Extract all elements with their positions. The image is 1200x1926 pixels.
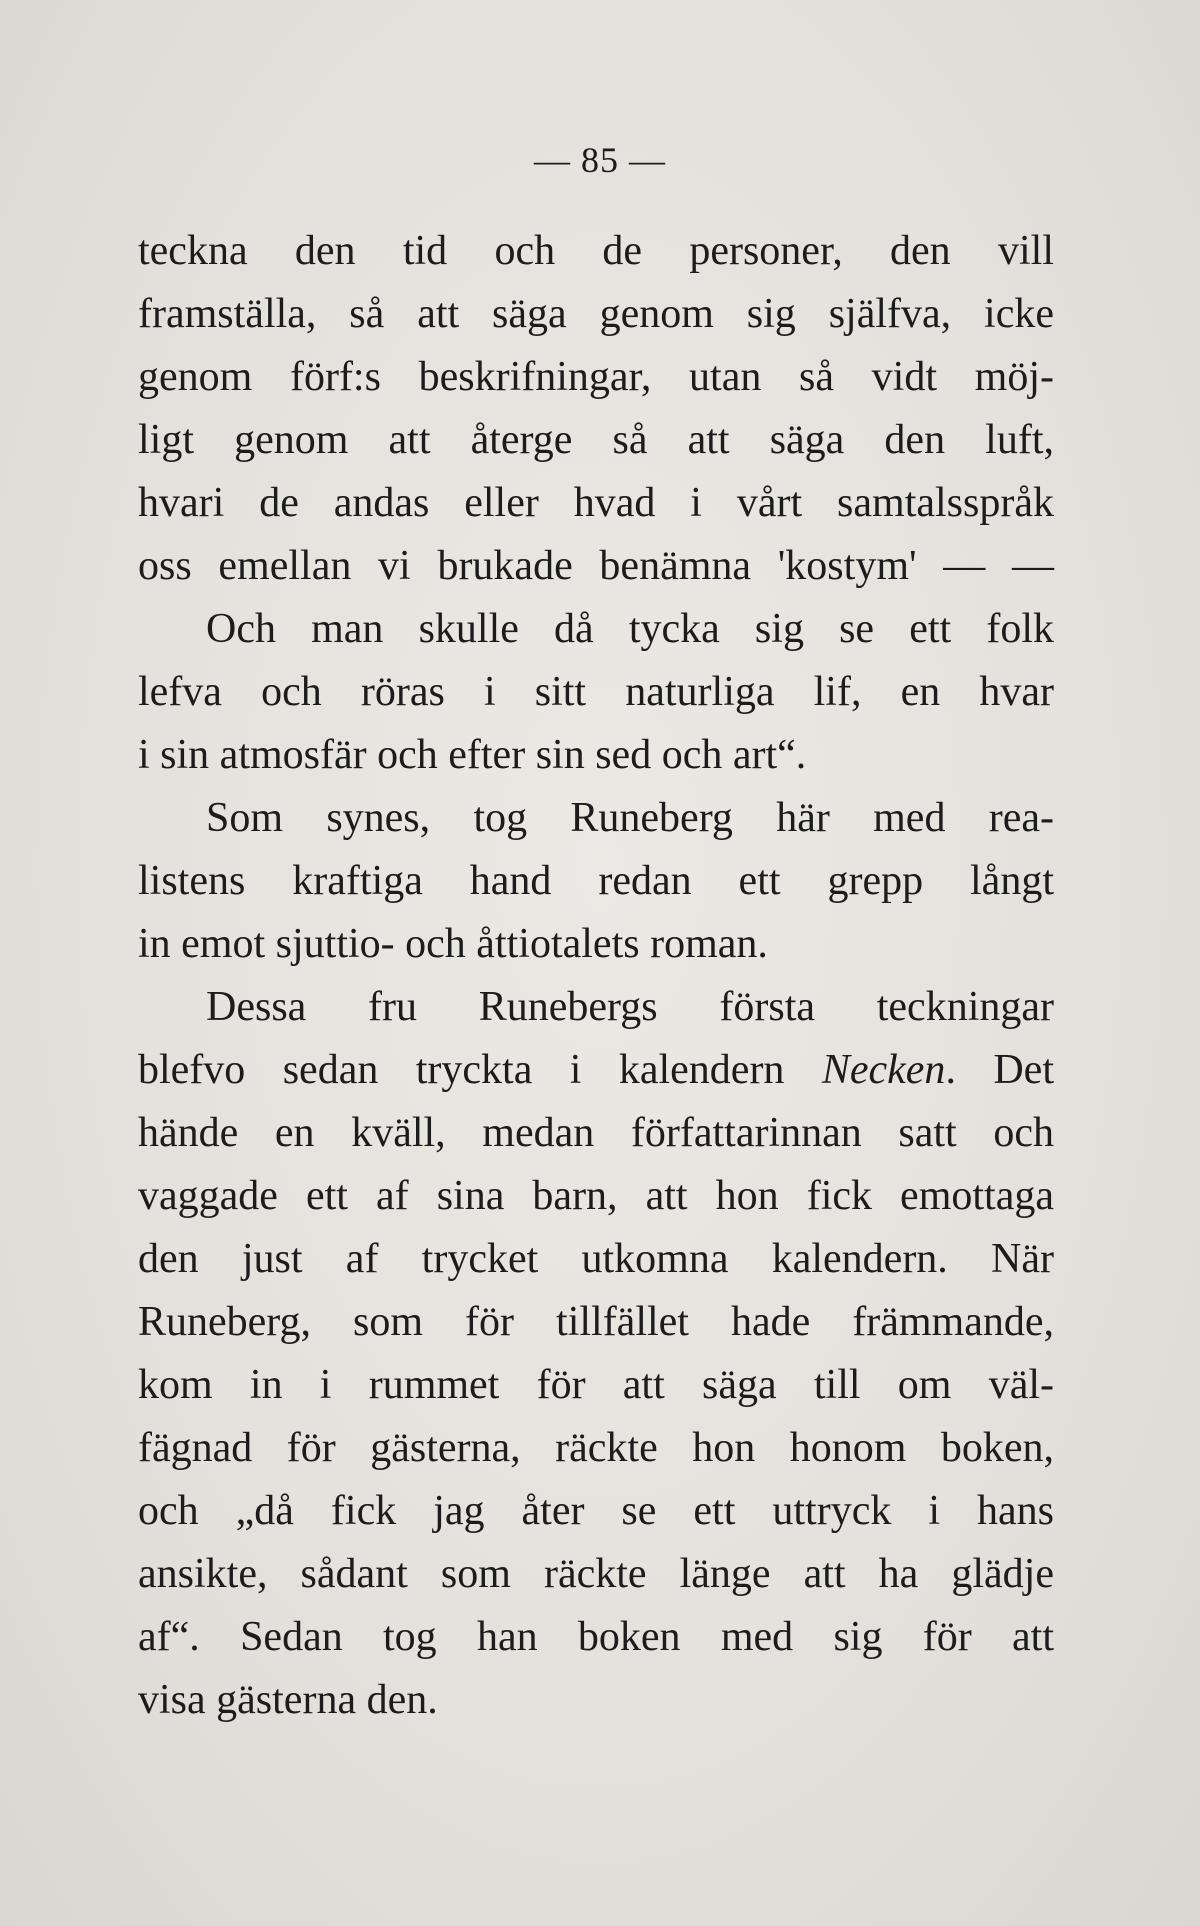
text-line: blefvo sedan tryckta i kalendern Necken. Det	[138, 1047, 1054, 1093]
text-line: ligt genom att återge så att säga den luft,	[138, 417, 1054, 463]
text-line: vaggade ett af sina barn, att hon fick emottaga	[138, 1173, 1054, 1219]
text-line: Dessa fru Runebergs första teckningar	[206, 984, 1054, 1030]
text-line: teckna den tid och de personer, den vill	[138, 228, 1054, 274]
text-line: visa gästerna den.	[138, 1677, 438, 1723]
body-text	[138, 220, 1054, 1732]
text-line: ansikte, sådant som räckte länge att ha glädje	[138, 1551, 1054, 1597]
text-line: Runeberg, som för tillfället hade främmande,	[138, 1299, 1054, 1345]
periodical-title: Necken	[821, 1047, 946, 1093]
text-line: Och man skulle då tycka sig se ett folk	[206, 606, 1054, 652]
paragraph-3	[138, 787, 1054, 976]
paragraph-1	[138, 220, 1054, 598]
text-line: af“. Sedan tog han boken med sig för att	[138, 1614, 1054, 1660]
text-line: listens kraftiga hand redan ett grepp långt	[138, 858, 1054, 904]
text-line: lefva och röras i sitt naturliga lif, en hvar	[138, 669, 1054, 715]
text-line: in emot sjuttio- och åttiotalets roman.	[138, 921, 768, 967]
text-line: kom in i rummet för att säga till om väl-	[138, 1362, 1054, 1408]
text-line: hvari de andas eller hvad i vårt samtalsspråk	[138, 480, 1054, 526]
text-line: hände en kväll, medan författarinnan satt och	[138, 1110, 1054, 1156]
page-number: — 85 —	[534, 140, 666, 180]
text-line: Som synes, tog Runeberg här med rea-	[206, 795, 1054, 841]
paragraph-2	[138, 598, 1054, 787]
text-line: oss emellan vi brukade benämna 'kostym' — —	[138, 543, 1054, 589]
text-line: i sin atmosfär och efter sin sed och art“.	[138, 732, 807, 778]
text-line: fägnad för gästerna, räckte hon honom boken,	[138, 1425, 1054, 1471]
paragraph-4	[138, 976, 1054, 1732]
text-line: den just af trycket utkomna kalendern. När	[138, 1236, 1054, 1282]
text-line: framställa, så att säga genom sig själfva, icke	[138, 291, 1054, 337]
text-line: genom förf:s beskrifningar, utan så vidt möj-	[138, 354, 1054, 400]
text-line: och „då fick jag åter se ett uttryck i hans	[138, 1488, 1054, 1534]
